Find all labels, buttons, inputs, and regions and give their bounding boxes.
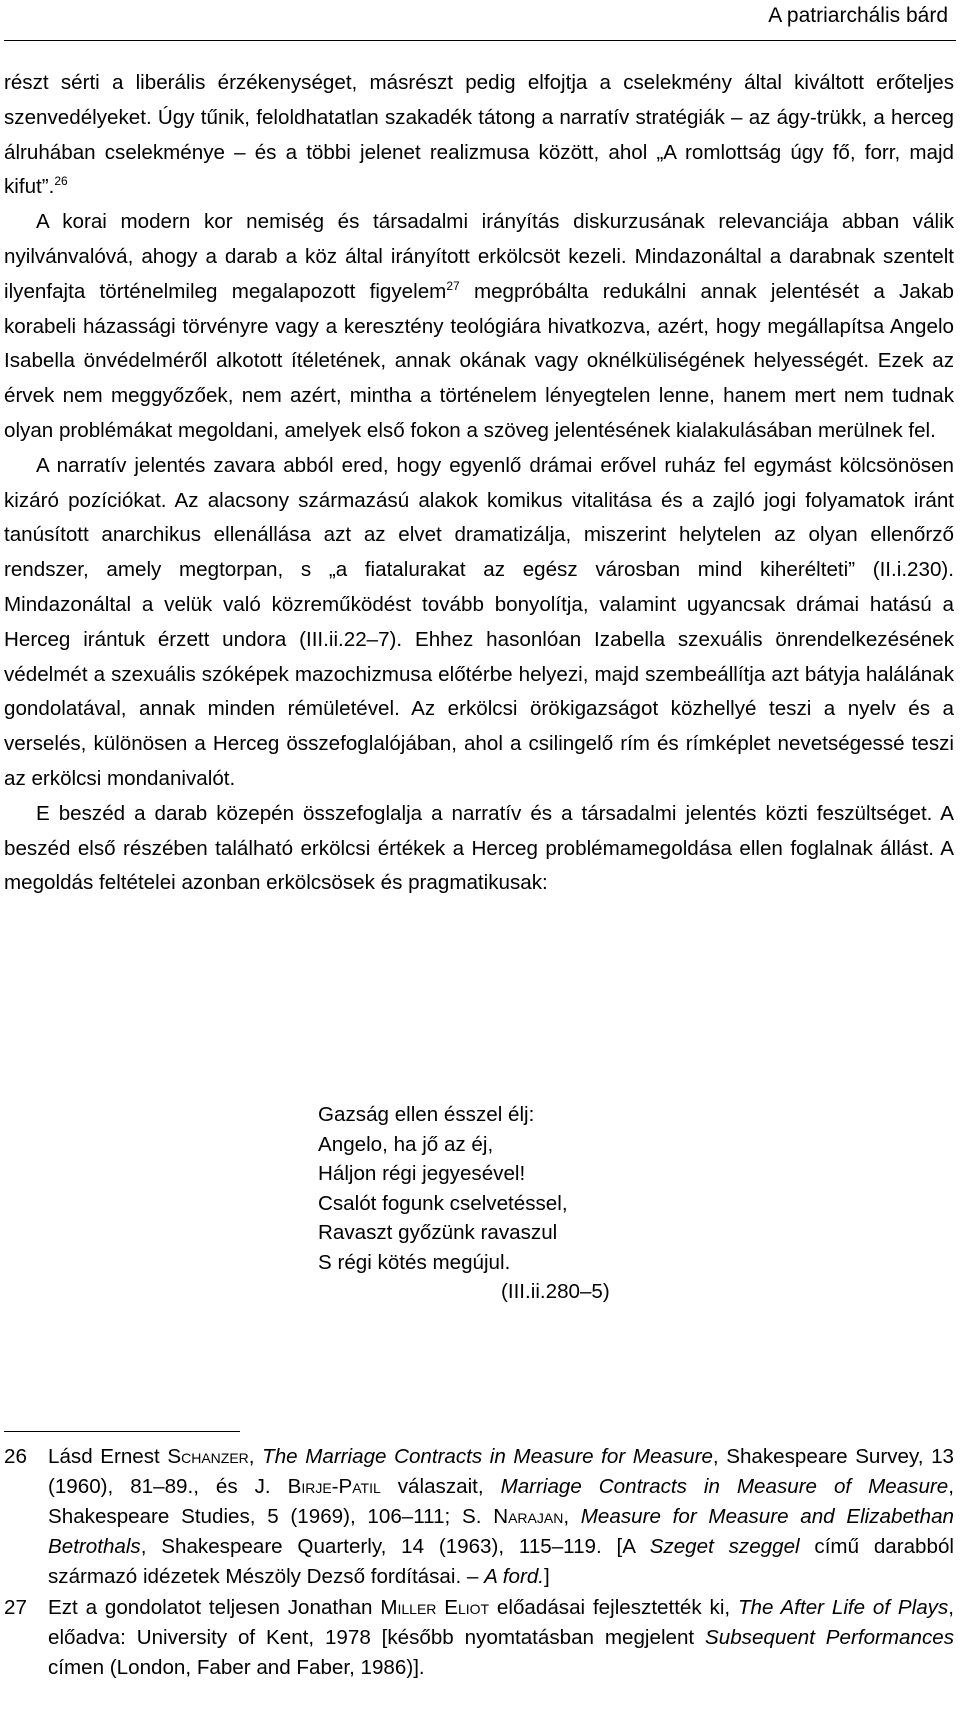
verse-line: Háljon régi jegyesével! xyxy=(318,1162,526,1185)
footnote-fragment: , előadva: University of Kent, 1978 [később nyomtatásban megjelent xyxy=(48,1596,955,1649)
verse-reference: (III.ii.280–5) xyxy=(501,1280,610,1303)
footnote-fragment: A ford. xyxy=(484,1565,544,1588)
footnote-fragment: Marriage Contracts in Measure of Measure xyxy=(500,1475,949,1498)
paragraph-3: E beszéd a darab közepén összefoglalja a narratív és a társadalmi jelentés közti feszültséget. A beszéd első részében található erkölcsi értékek a Herceg problémamegoldása ellen foglalnak állást. A megoldás feltételei azonban erkölcsösek és pragmatikusak: xyxy=(4,801,954,895)
paragraph-text: részt sérti a liberális érzékenységet, másrészt pedig elfojtja a cselekmény által kiváltott erőteljes szenvedélyeket. Úgy tűnik, feloldhatatlan szakadék tátong a narratív stratégiák – az ágy-trükk, a herceg álruhában cselekménye – és a többi jelenet realizmusa között, ahol „A romlottság úgy fő, forr, majd kifut”. xyxy=(4,71,954,199)
footnote-fragment: Birje-Patil xyxy=(287,1475,381,1498)
footnote-fragment: válaszait, xyxy=(380,1475,501,1498)
footnote-fragment: The Marriage Contracts in Measure for Measure xyxy=(262,1445,713,1468)
footnote-fragment: , Shakespeare Studies, 5 (1969), 106–111; S. xyxy=(48,1475,954,1528)
footnote-fragment: , xyxy=(563,1505,581,1528)
footnote-fragment: Narajan xyxy=(493,1505,564,1528)
verse-line: Gazság ellen ésszel élj: xyxy=(318,1103,535,1126)
footnote-text xyxy=(48,1593,954,1683)
footnote-fragment: Schanzer xyxy=(167,1445,249,1468)
footnote-fragment: , xyxy=(248,1445,263,1468)
verse-line: S régi kötés megújul. xyxy=(318,1250,511,1274)
footnote-fragment: Szeget szeggel xyxy=(649,1535,800,1558)
footnotes xyxy=(4,1442,954,1684)
footnote-ref-27[interactable]: 27 xyxy=(446,278,460,293)
footnote-fragment: előadásai fejlesztették ki, xyxy=(489,1596,738,1619)
verse-quote xyxy=(318,1100,610,1307)
footnote-fragment: címen (London, Faber and Faber, 1986)]. xyxy=(48,1656,425,1679)
header-rule xyxy=(4,40,956,41)
paragraph-text: A korai modern kor nemiség és társadalmi irányítás diskurzusának relevanciája abban válik nyilvánvalóvá, ahogy a darab a köz által irányított erkölcsöt kezeli. Mindazonáltal a darabnak szentelt ilyenfajta történelmileg megalapozott figyelem xyxy=(4,210,954,303)
footnote-fragment: Miller Eliot xyxy=(380,1596,490,1619)
footnote-26 xyxy=(4,1442,954,1592)
footnote-ref-26[interactable]: 26 xyxy=(54,174,68,189)
footnote-fragment: ] xyxy=(544,1565,550,1588)
footnote-number: 27 xyxy=(4,1596,27,1619)
verse-line: Ravaszt győzünk ravaszul xyxy=(318,1221,558,1244)
footnote-fragment: Measure for Measure and Elizabethan Betrothals xyxy=(48,1505,954,1558)
footnote-rule xyxy=(4,1431,240,1432)
footnote-fragment: című darabból származó idézetek Mészöly Dezső fordításai. – xyxy=(48,1535,954,1588)
footnote-fragment: Lásd Ernest xyxy=(48,1445,168,1468)
footnote-number: 26 xyxy=(4,1445,27,1468)
footnote-text xyxy=(48,1442,954,1592)
body-text xyxy=(4,66,954,901)
footnote-fragment: , Shakespeare Survey, 13 (1960), 81–89., és J. xyxy=(48,1445,954,1498)
paragraph-2: A narratív jelentés zavara abból ered, hogy egyenlő drámai erővel ruház fel egymást kölcsönösen kizáró pozíciókat. Az alacsony származású alakok komikus vitalitása és a zajló jogi folyamatok iránt tanúsított anarchikus ellenállása azt az elvet dramatizálja, miszerint helytelen az olyan ellenőrző rendszer, amely megtorpan, s „a fiatalurakat az egész városban mind kiherélteti” (II.i.230). Mindazonáltal a velük való közreműködést tovább bonyolítja, valamint ugyancsak drámai hatású a Herceg irántuk érzett undora (III.ii.22–7). Ehhez hasonlóan Izabella szexuális önrendelkezésének védelmét a szexuális szóképek mazochizmusa előtérbe helyezi, majd szembeállítja azt bátyja halálának gondolatával, annak minden rémületével. Az erkölcsi örökigazságot közhellyé teszi a nyelv és a verselés, különösen a Herceg összefoglalójában, ahol a csilingelő rím és rímképlet nevetségessé teszi az erkölcsi mondanivalót. xyxy=(4,453,954,790)
running-head: A patriarchális bárd xyxy=(768,4,948,27)
footnote-27 xyxy=(4,1593,954,1683)
footnote-fragment: Ezt a gondolatot teljesen Jonathan xyxy=(48,1596,381,1619)
footnote-fragment: The After Life of Plays xyxy=(737,1596,949,1619)
paragraph-text: megpróbálta redukálni annak jelentését a Jakab korabeli házassági törvényre vagy a keresztény teológiára hivatkozva, azért, hogy megállapítsa Angelo Isabella önvédelméről alkotott ítéletének, annak okának vagy oknélküliségének helyességét. Ezek az érvek nem meggyőzőek, nem azért, mintha a történelem lényegtelen lenne, hanem mert nem tudnak olyan problémákat megoldani, amelyek első fokon a szöveg jelentésének kialakulásában merülnek fel. xyxy=(4,279,954,442)
footnote-fragment: Subsequent Performances xyxy=(705,1626,954,1649)
verse-line: Angelo, ha jő az éj, xyxy=(318,1132,494,1156)
paragraph-1b xyxy=(4,205,954,449)
paragraph-1a xyxy=(4,66,954,205)
footnote-fragment: , Shakespeare Quarterly, 14 (1963), 115–119. [A xyxy=(140,1535,650,1558)
verse-line: Csalót fogunk cselvetéssel, xyxy=(318,1191,568,1215)
